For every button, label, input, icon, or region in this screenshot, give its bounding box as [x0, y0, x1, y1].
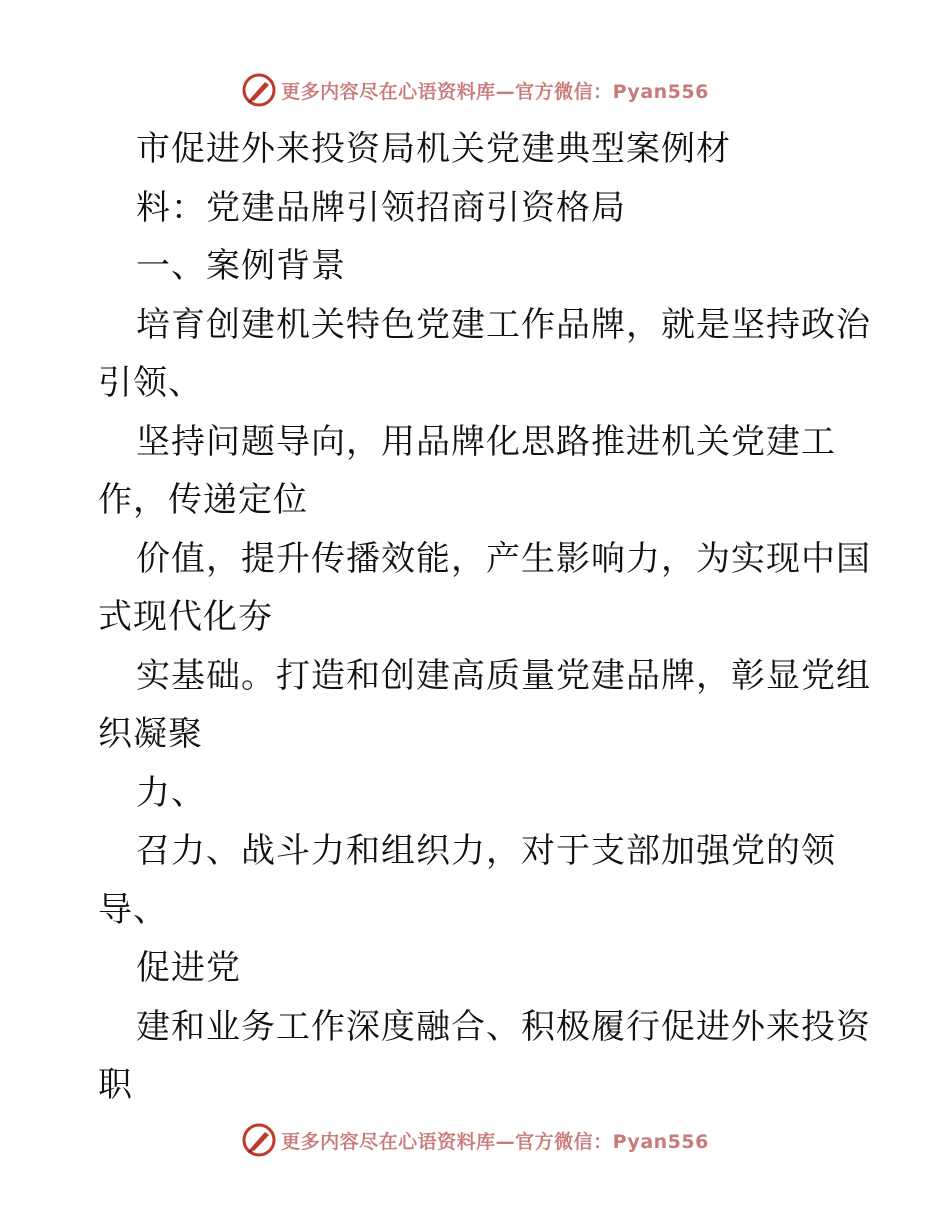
paragraph-line: 坚持问题导向，用品牌化思路推进机关党建工 [136, 421, 836, 462]
footer-banner-text: 更多内容尽在心语资料库—官方微信：Pyan556 [281, 1130, 709, 1153]
paragraph-line: 导、 [98, 889, 168, 930]
header-banner [0, 70, 950, 110]
paragraph-line: 培育创建机关特色党建工作品牌，就是坚持政治 [136, 304, 871, 345]
section-heading: 一、案例背景 [136, 246, 346, 286]
paragraph-line: 召力、战斗力和组织力，对于支部加强党的领 [136, 831, 836, 871]
title-line-1: 市促进外来投资局机关党建典型案例材 [136, 129, 731, 169]
title-line-2: 料：党建品牌引领招商引资格局 [136, 187, 626, 228]
paragraph-line: 实基础。打造和创建高质量党建品牌，彰显党组 [136, 655, 871, 696]
document-body [98, 120, 871, 1115]
header-banner-text: 更多内容尽在心语资料库—官方微信：Pyan556 [281, 80, 709, 103]
pen-logo-icon [241, 1122, 277, 1158]
paragraph-line: 力、 [136, 772, 206, 813]
paragraph-line: 促进党 [136, 948, 241, 988]
paragraph-line: 引领、 [98, 363, 203, 403]
paragraph-line: 职 [98, 1065, 133, 1105]
paragraph-line: 式现代化夯 [98, 597, 273, 637]
paragraph-line: 价值，提升传播效能，产生影响力，为实现中国 [136, 538, 871, 579]
footer-banner [0, 1120, 950, 1160]
paragraph-line: 建和业务工作深度融合、积极履行促进外来投资 [136, 1006, 871, 1047]
pen-logo-icon [241, 72, 277, 108]
paragraph-line: 作，传递定位 [98, 480, 308, 520]
paragraph-line: 织凝聚 [98, 714, 203, 754]
